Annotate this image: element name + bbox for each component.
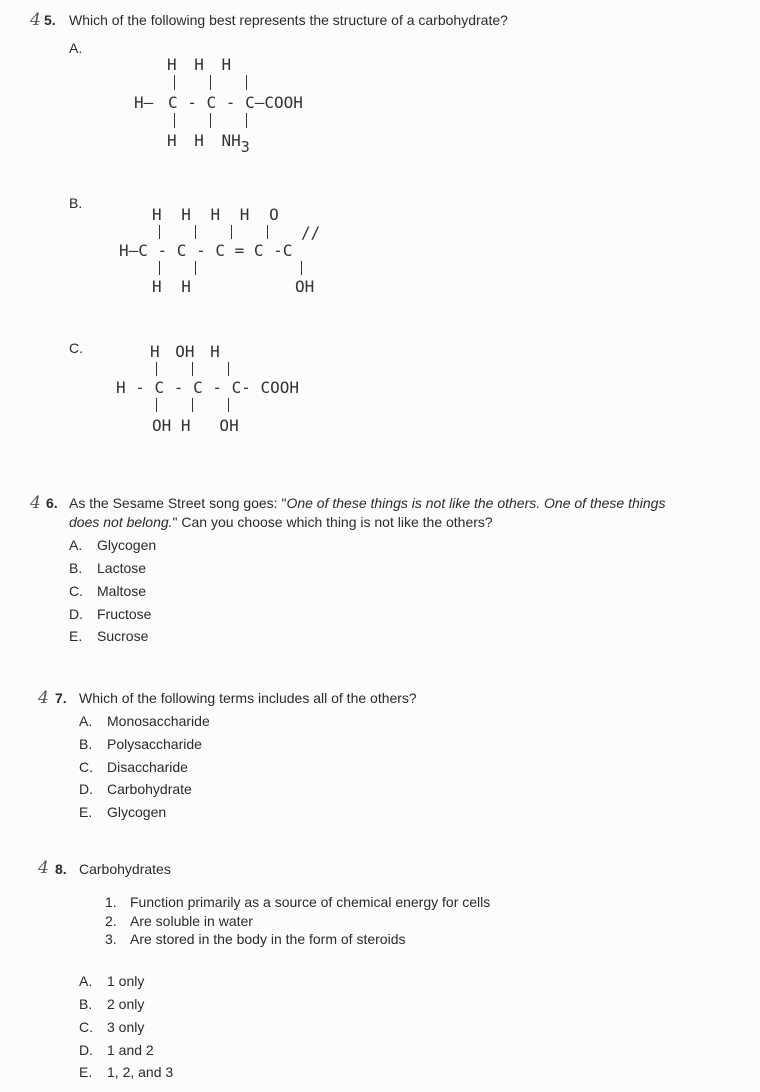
question-number-q46: 6.	[46, 495, 58, 511]
option-label: 1, 2, and 3	[107, 1064, 174, 1080]
structure-b-bottom-left: H H	[152, 277, 191, 296]
structure-option-b	[115, 205, 345, 300]
handwritten-mark-q47: 4	[38, 688, 49, 708]
question-text-q46-italic1: One of these things is not like the others. One of these things	[286, 495, 666, 511]
handwritten-mark-q48: 4	[38, 858, 49, 878]
option-q48-a	[79, 973, 144, 989]
structure-b-top-row: H H H H O	[152, 205, 279, 224]
bond-line	[301, 261, 302, 275]
bond-line	[195, 225, 196, 239]
question-text-q45: Which of the following best represents the structure of a carbohydrate?	[69, 12, 508, 28]
structure-b-bottom-right: OH	[295, 277, 315, 296]
option-label: Maltose	[97, 583, 147, 599]
option-letter: B.	[79, 736, 93, 752]
question-text-q46-line1	[69, 495, 665, 511]
bond-line	[210, 75, 211, 90]
bond-line	[267, 225, 268, 239]
structure-b-middle-row: H—C - C - C = C -C	[119, 241, 293, 260]
bond-line	[210, 113, 211, 128]
option-label: Glycogen	[97, 537, 157, 553]
option-label: 1 and 2	[107, 1042, 154, 1058]
subscript-3: 3	[240, 138, 250, 156]
option-letter: A.	[79, 713, 93, 729]
option-q48-c	[79, 1019, 144, 1035]
statement-label: Are soluble in water	[130, 913, 253, 929]
option-label: Sucrose	[97, 628, 149, 644]
statement-label: Function primarily as a source of chemical energy for cells	[130, 894, 491, 910]
statement-number: 2.	[105, 913, 117, 929]
option-letter: D.	[79, 1042, 93, 1058]
option-letter: A.	[79, 973, 93, 989]
option-q47-d	[79, 781, 192, 797]
structure-a-left: H—	[134, 93, 154, 112]
option-label: Lactose	[97, 560, 147, 576]
structure-c-top-row: H OH H	[150, 342, 220, 361]
structure-b-double-bond: //	[301, 223, 321, 242]
option-q46-c	[69, 583, 146, 599]
statement-1	[105, 894, 490, 910]
option-q48-b	[79, 996, 144, 1012]
structure-c-bottom-row: OH H OH	[152, 416, 239, 435]
option-q47-c	[79, 759, 188, 775]
statement-2	[105, 913, 253, 929]
option-label: 1 only	[107, 973, 145, 989]
bond-line	[246, 113, 247, 128]
option-letter-q45-c: C.	[69, 340, 83, 356]
bond-line	[159, 261, 160, 275]
question-text-q46-line2	[69, 514, 493, 530]
option-letter: B.	[69, 560, 83, 576]
question-number-q47: 7.	[55, 690, 67, 706]
question-text-q46-part1: As the Sesame Street song goes: "	[69, 495, 287, 511]
bond-line	[231, 225, 232, 239]
option-q48-d	[79, 1042, 154, 1058]
option-letter: A.	[69, 537, 83, 553]
statement-number: 3.	[105, 931, 117, 947]
structure-a-middle-row: C - C - C—COOH	[168, 93, 303, 112]
bond-line	[192, 398, 193, 412]
bond-line	[195, 261, 196, 275]
option-q46-e	[69, 628, 148, 644]
option-letter: C.	[69, 583, 83, 599]
option-letter: D.	[79, 781, 93, 797]
statement-3	[105, 931, 405, 947]
option-letter: E.	[79, 1064, 93, 1080]
statement-label: Are stored in the body in the form of steroids	[130, 931, 406, 947]
option-q47-b	[79, 736, 202, 752]
option-letter: C.	[79, 759, 93, 775]
structure-c-middle-row: H - C - C - C- COOH	[116, 378, 300, 397]
option-label: 2 only	[107, 996, 145, 1012]
statement-number: 1.	[105, 894, 117, 910]
structure-a-bottom-row	[167, 131, 250, 156]
option-label: Polysaccharide	[107, 736, 202, 752]
question-number-q48: 8.	[55, 861, 67, 877]
bond-line	[174, 113, 175, 128]
option-q47-a	[79, 713, 210, 729]
option-letter: E.	[69, 628, 83, 644]
handwritten-mark-q45: 4	[30, 10, 41, 30]
option-letter: B.	[79, 996, 93, 1012]
option-label: Glycogen	[107, 804, 167, 820]
structure-a-top-row: H H H	[167, 55, 232, 74]
bond-line	[174, 75, 175, 90]
bond-line	[159, 225, 160, 239]
question-number-q45: 5.	[44, 12, 56, 28]
bond-line	[228, 362, 229, 376]
option-letter: C.	[79, 1019, 93, 1035]
option-letter: D.	[69, 606, 83, 622]
option-letter-q45-a: A.	[69, 40, 83, 56]
bond-line	[156, 398, 157, 412]
question-text-q46-italic2: does not belong.	[69, 514, 173, 530]
question-text-q46-part2: " Can you choose which thing is not like the others?	[172, 514, 493, 530]
bond-line	[156, 362, 157, 376]
option-q48-e	[79, 1064, 173, 1080]
option-q46-d	[69, 606, 151, 622]
option-label: 3 only	[107, 1019, 145, 1035]
option-label: Disaccharide	[107, 759, 188, 775]
option-letter: E.	[79, 804, 93, 820]
structure-option-c	[112, 342, 332, 437]
handwritten-mark-q46: 4	[30, 493, 41, 513]
option-label: Monosaccharide	[107, 713, 210, 729]
option-label: Carbohydrate	[107, 781, 192, 797]
option-q47-e	[79, 804, 166, 820]
question-text-q48: Carbohydrates	[79, 861, 171, 877]
option-label: Fructose	[97, 606, 152, 622]
option-q46-b	[69, 560, 146, 576]
bond-line	[228, 398, 229, 412]
option-letter-q45-b: B.	[69, 195, 83, 211]
question-text-q47: Which of the following terms includes all of the others?	[79, 690, 417, 706]
structure-option-a	[130, 55, 350, 160]
option-q46-a	[69, 537, 156, 553]
bond-line	[192, 362, 193, 376]
bond-line	[246, 75, 247, 90]
structure-a-bottom-text: H H NH	[167, 131, 241, 150]
